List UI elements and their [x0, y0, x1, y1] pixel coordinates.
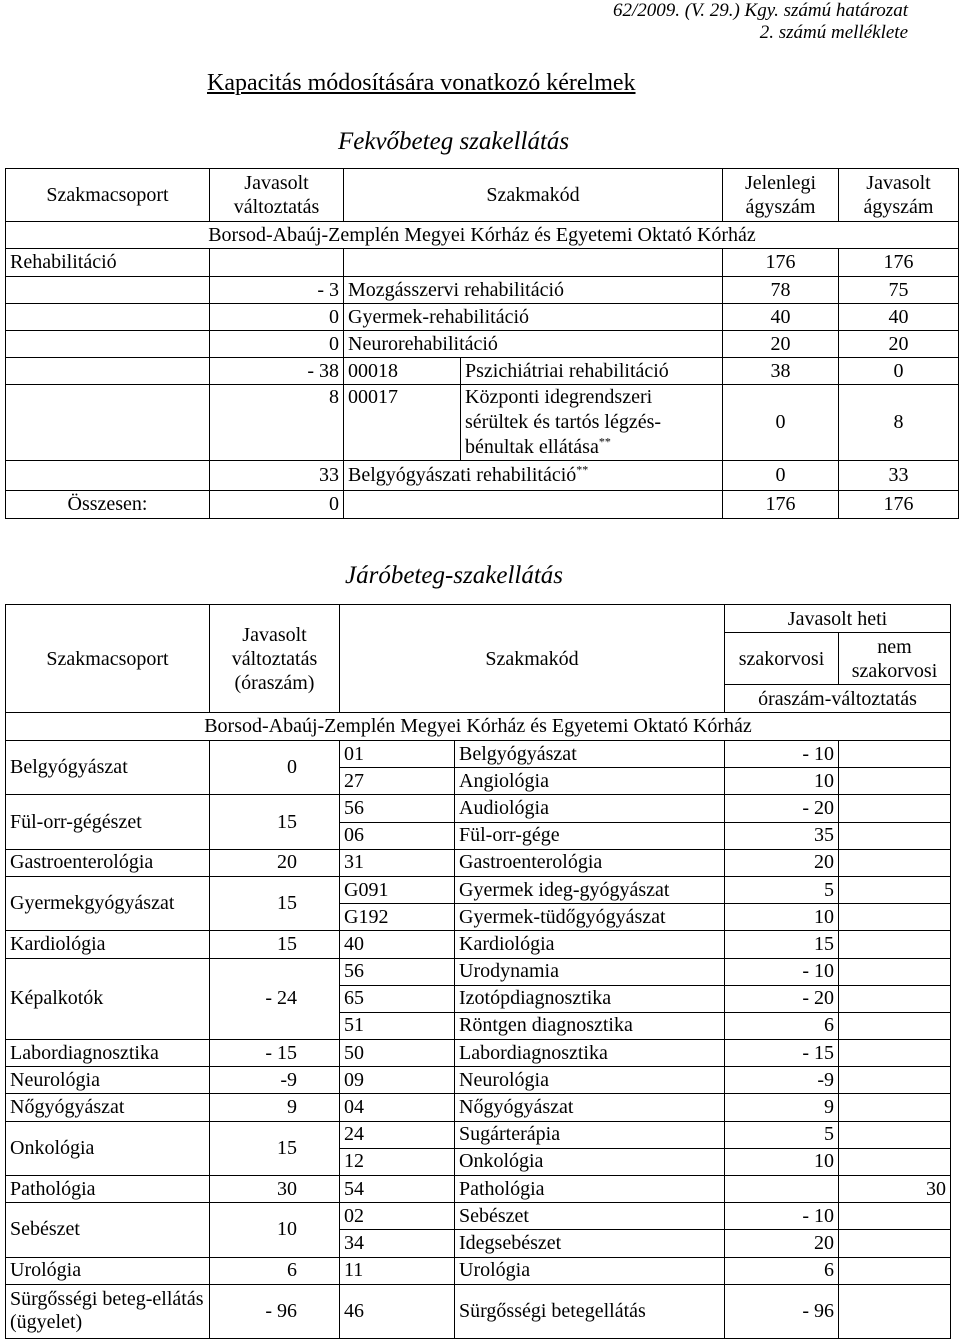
group-name: Gyermekgyógyászat — [6, 876, 210, 930]
institution-row: Borsod-Abaúj-Zemplén Megyei Kórház és Egyetemi Oktató Kórház — [6, 713, 951, 741]
group-change: 20 — [210, 849, 340, 876]
row-szakorvosi — [725, 1176, 839, 1203]
row-name: Kardiológia — [455, 931, 725, 958]
row-nem-szakorvosi — [839, 1094, 951, 1121]
row-code: 27 — [340, 768, 455, 795]
row-name: Röntgen diagnosztika — [455, 1012, 725, 1039]
row-name: Fül-orr-gége — [455, 822, 725, 849]
row-szakorvosi: - 15 — [725, 1040, 839, 1067]
outpatient-subtitle: Járóbeteg-szakellátás — [345, 562, 564, 589]
table-row — [6, 1121, 951, 1148]
row-szakorvosi: - 10 — [725, 741, 839, 768]
table-row: 33 Belgyógyászati rehabilitáció** 0 33 — [6, 461, 959, 491]
row-nem-szakorvosi — [839, 849, 951, 876]
row-szakorvosi: 20 — [725, 1230, 839, 1257]
group-name: Pathológia — [6, 1176, 210, 1203]
row-nem-szakorvosi — [839, 1012, 951, 1039]
row-code: 12 — [340, 1148, 455, 1175]
group-name: Fül-orr-gégészet — [6, 795, 210, 849]
row-nem-szakorvosi: 30 — [839, 1176, 951, 1203]
row-code: G091 — [340, 876, 455, 903]
group-name: Urológia — [6, 1257, 210, 1284]
group-change: 15 — [210, 1121, 340, 1175]
page-title: Kapacitás módosítására vonatkozó kérelmek — [207, 70, 636, 96]
table-row — [6, 1257, 951, 1284]
row-name: Belgyógyászat — [455, 741, 725, 768]
row-szakorvosi: 35 — [725, 822, 839, 849]
row-code: 65 — [340, 985, 455, 1012]
row-code: 46 — [340, 1284, 455, 1338]
group-change: 0 — [210, 741, 340, 795]
table-row — [6, 1067, 951, 1094]
row-szakorvosi: 10 — [725, 768, 839, 795]
col-header-szakmacsoport: Szakmacsoport — [6, 605, 210, 713]
row-szakorvosi: 6 — [725, 1257, 839, 1284]
group-change: - 24 — [210, 958, 340, 1040]
row-name: Gastroenterológia — [455, 849, 725, 876]
group-name: Sürgősségi beteg-ellátás (ügyelet) — [6, 1284, 210, 1338]
row-szakorvosi: - 10 — [725, 1203, 839, 1230]
proposed-beds: 176 — [839, 249, 959, 277]
row-name: Sugárterápia — [455, 1121, 725, 1148]
row-nem-szakorvosi — [839, 1257, 951, 1284]
row-nem-szakorvosi — [839, 904, 951, 931]
row-name: Pathológia — [455, 1176, 725, 1203]
table-row — [6, 849, 951, 876]
col-header-javasolt-valtoztatas: Javasolt változtatás — [210, 169, 344, 222]
row-szakorvosi: -9 — [725, 1067, 839, 1094]
row-name: Neurológia — [455, 1067, 725, 1094]
table-row: - 38 00018 Pszichiátriai rehabilitáció 38 0 — [6, 358, 959, 385]
row-code: 04 — [340, 1094, 455, 1121]
group-change: 30 — [210, 1176, 340, 1203]
table-row — [6, 1040, 951, 1067]
row-name: Urológia — [455, 1257, 725, 1284]
group-name: Kardiológia — [6, 931, 210, 958]
row-nem-szakorvosi — [839, 741, 951, 768]
row-name: Nőgyógyászat — [455, 1094, 725, 1121]
row-name: Izotópdiagnosztika — [455, 985, 725, 1012]
group-name: Gastroenterológia — [6, 849, 210, 876]
row-code: 51 — [340, 1012, 455, 1039]
group-change: 10 — [210, 1203, 340, 1257]
group-change: - 15 — [210, 1040, 340, 1067]
table-row — [6, 876, 951, 903]
row-nem-szakorvosi — [839, 958, 951, 985]
table-row — [6, 931, 951, 958]
row-name: Gyermek-tüdőgyógyászat — [455, 904, 725, 931]
total-row: Összesen: 0 176 176 — [6, 491, 959, 519]
row-code: 40 — [340, 931, 455, 958]
table-row — [6, 795, 951, 822]
row-szakorvosi: 20 — [725, 849, 839, 876]
row-szakorvosi: - 20 — [725, 985, 839, 1012]
group-change: 15 — [210, 931, 340, 958]
row-code: G192 — [340, 904, 455, 931]
group-name: Rehabilitáció — [6, 249, 210, 277]
row-szakorvosi: - 96 — [725, 1284, 839, 1338]
table-row — [6, 1203, 951, 1230]
col-header-szakmacsoport: Szakmacsoport — [6, 169, 210, 222]
row-code: 50 — [340, 1040, 455, 1067]
table-row: 0 Neurorehabilitáció 20 20 — [6, 331, 959, 358]
row-code: 06 — [340, 822, 455, 849]
row-szakorvosi: 5 — [725, 876, 839, 903]
row-name: Angiológia — [455, 768, 725, 795]
row-nem-szakorvosi — [839, 1203, 951, 1230]
row-szakorvosi: 5 — [725, 1121, 839, 1148]
row-nem-szakorvosi — [839, 795, 951, 822]
col-header-szakmakod: Szakmakód — [340, 605, 725, 713]
table-row: - 3 Mozgásszervi rehabilitáció 78 75 — [6, 277, 959, 304]
resolution-reference: 62/2009. (V. 29.) Kgy. számú határozat — [612, 0, 908, 21]
row-nem-szakorvosi — [839, 876, 951, 903]
col-header-javasolt-oraszam: Javasolt változtatás (óraszám) — [210, 605, 340, 713]
row-szakorvosi: - 20 — [725, 795, 839, 822]
table-row — [6, 1284, 951, 1338]
row-name: Audiológia — [455, 795, 725, 822]
group-name: Onkológia — [6, 1121, 210, 1175]
group-name: Labordiagnosztika — [6, 1040, 210, 1067]
col-header-szakorvosi: szakorvosi — [725, 633, 839, 685]
row-code: 02 — [340, 1203, 455, 1230]
row-code: 56 — [340, 958, 455, 985]
row-nem-szakorvosi — [839, 1067, 951, 1094]
row-code: 31 — [340, 849, 455, 876]
group-change: 15 — [210, 795, 340, 849]
row-nem-szakorvosi — [839, 1121, 951, 1148]
row-szakorvosi: 9 — [725, 1094, 839, 1121]
col-header-nem-szakorvosi: nem szakorvosi — [839, 633, 951, 685]
group-change: 6 — [210, 1257, 340, 1284]
row-name: Gyermek ideg-gyógyászat — [455, 876, 725, 903]
group-name: Sebészet — [6, 1203, 210, 1257]
table-row: 0 Gyermek-rehabilitáció 40 40 — [6, 304, 959, 331]
group-name: Neurológia — [6, 1067, 210, 1094]
row-nem-szakorvosi — [839, 768, 951, 795]
group-change: 9 — [210, 1094, 340, 1121]
group-name: Nőgyógyászat — [6, 1094, 210, 1121]
outpatient-table — [5, 604, 951, 1339]
row-code: 24 — [340, 1121, 455, 1148]
col-header-javasolt-agyszam: Javasolt ágyszám — [839, 169, 959, 222]
col-header-jelenlegi-agyszam: Jelenlegi ágyszám — [723, 169, 839, 222]
current-beds: 176 — [723, 249, 839, 277]
row-nem-szakorvosi — [839, 931, 951, 958]
row-name: Sürgősségi betegellátás — [455, 1284, 725, 1338]
table-row — [6, 1094, 951, 1121]
row-name: Labordiagnosztika — [455, 1040, 725, 1067]
row-code: 01 — [340, 741, 455, 768]
row-nem-szakorvosi — [839, 1148, 951, 1175]
row-szakorvosi: - 10 — [725, 958, 839, 985]
group-change: 15 — [210, 876, 340, 930]
row-name: Sebészet — [455, 1203, 725, 1230]
row-code: 34 — [340, 1230, 455, 1257]
group-name: Képalkotók — [6, 958, 210, 1040]
table-row — [6, 249, 959, 277]
col-header-oraszam-valtoztatas: óraszám-változtatás — [725, 685, 951, 713]
group-change: - 96 — [210, 1284, 340, 1338]
row-szakorvosi: 10 — [725, 904, 839, 931]
row-nem-szakorvosi — [839, 822, 951, 849]
row-code: 09 — [340, 1067, 455, 1094]
table-row: 8 00017 Központi idegrendszeri sérültek és tartós légzés- bénultak ellátása** 0 8 — [6, 385, 959, 461]
appendix-number: 2. számú melléklete — [759, 22, 908, 43]
col-header-javasolt-heti: Javasolt heti — [725, 605, 951, 633]
row-nem-szakorvosi — [839, 1284, 951, 1338]
row-code: 54 — [340, 1176, 455, 1203]
row-szakorvosi: 6 — [725, 1012, 839, 1039]
row-szakorvosi: 15 — [725, 931, 839, 958]
table-row — [6, 1176, 951, 1203]
table-row — [6, 958, 951, 985]
table-row — [6, 741, 951, 768]
inpatient-table — [5, 168, 959, 519]
row-nem-szakorvosi — [839, 1040, 951, 1067]
inpatient-subtitle: Fekvőbeteg szakellátás — [338, 128, 570, 155]
row-code: 56 — [340, 795, 455, 822]
row-name: Urodynamia — [455, 958, 725, 985]
row-name: Idegsebészet — [455, 1230, 725, 1257]
row-name: Onkológia — [455, 1148, 725, 1175]
col-header-szakmakod: Szakmakód — [344, 169, 723, 222]
group-change: -9 — [210, 1067, 340, 1094]
row-nem-szakorvosi — [839, 985, 951, 1012]
institution-row: Borsod-Abaúj-Zemplén Megyei Kórház és Egyetemi Oktató Kórház — [6, 222, 959, 249]
row-code: 11 — [340, 1257, 455, 1284]
group-name: Belgyógyászat — [6, 741, 210, 795]
row-szakorvosi: 10 — [725, 1148, 839, 1175]
document-header — [613, 0, 908, 44]
row-nem-szakorvosi — [839, 1230, 951, 1257]
